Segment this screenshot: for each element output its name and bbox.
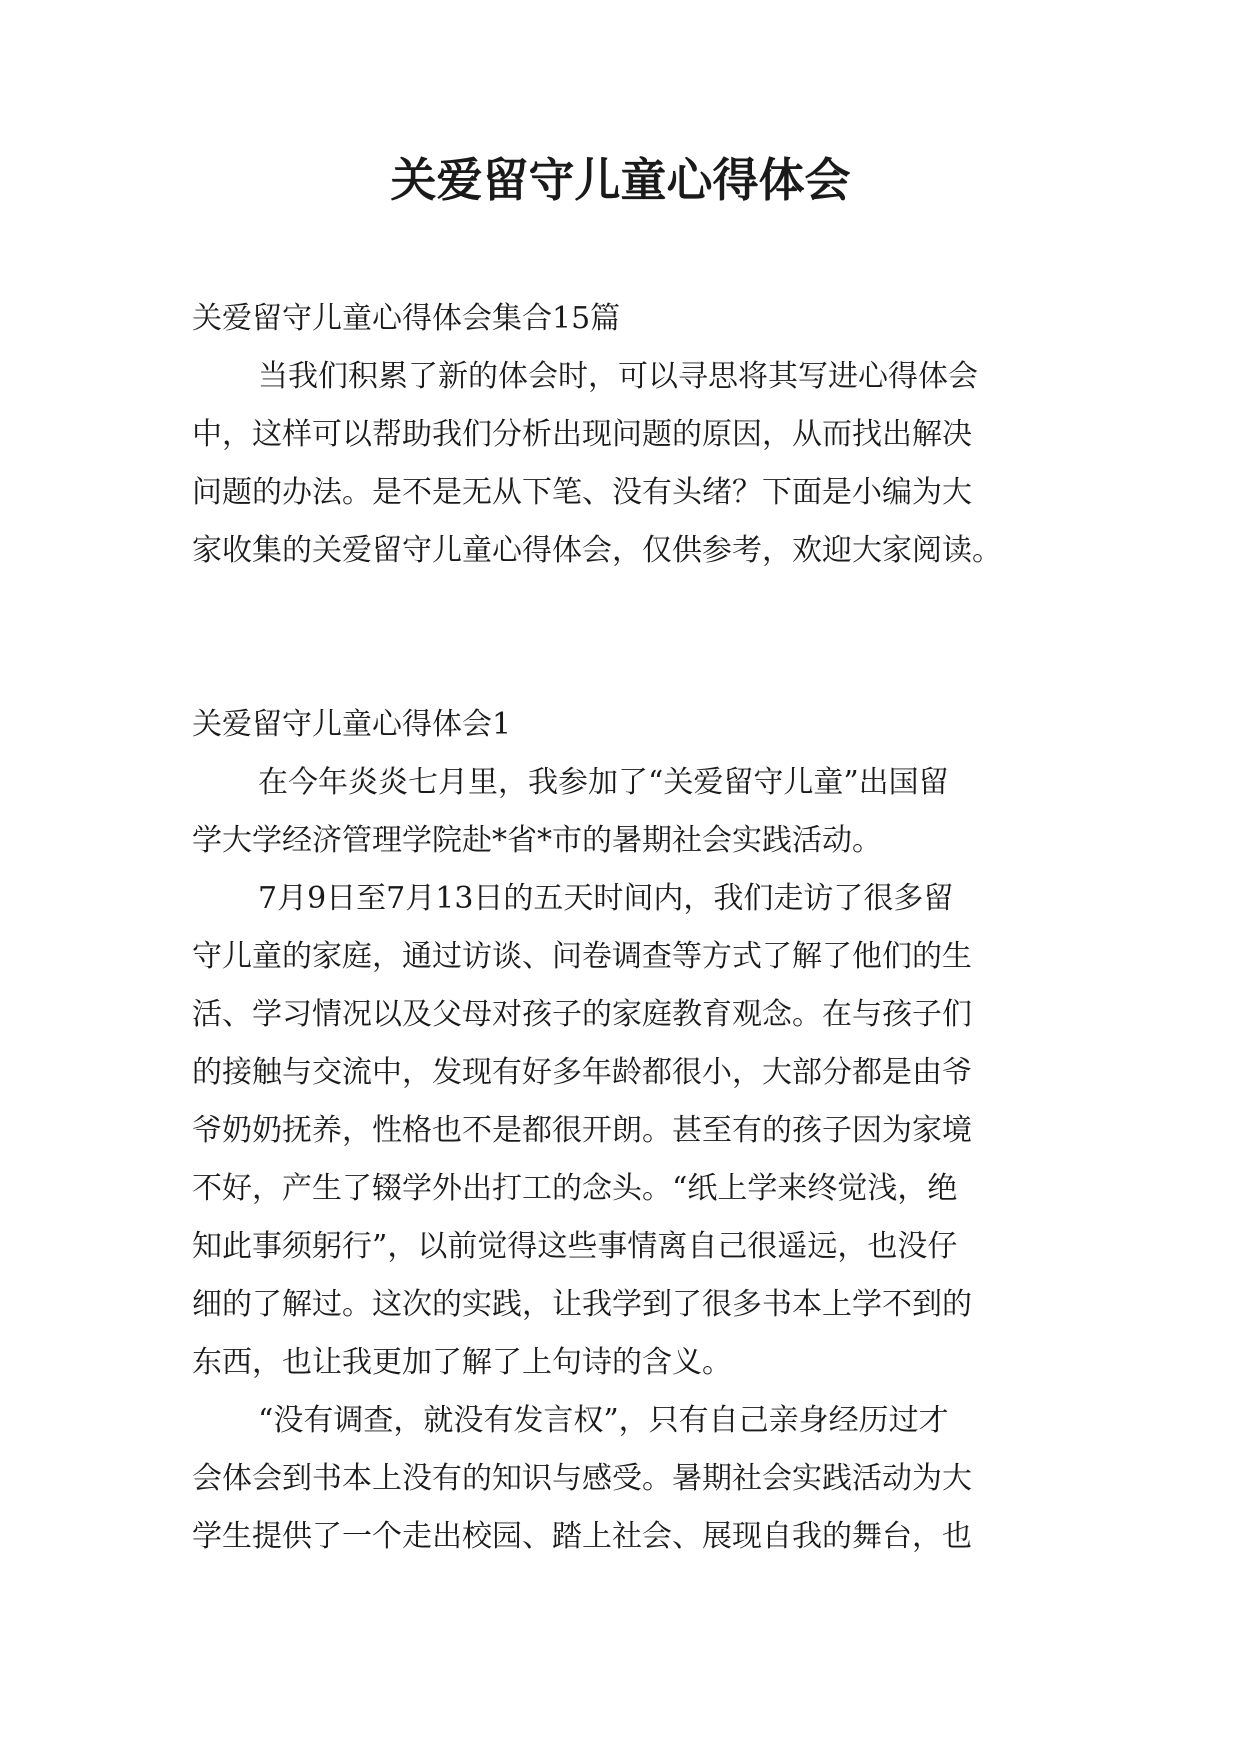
collection-subtitle: 关爱留守儿童心得体会集合15篇 <box>192 301 621 336</box>
intro-line: 家收集的关爱留守儿童心得体会，仅供参考，欢迎大家阅读。 <box>192 533 1002 568</box>
paragraph-line: 爷奶奶抚养，性格也不是都很开朗。甚至有的孩子因为家境 <box>192 1113 972 1148</box>
section-gap <box>192 580 1054 696</box>
paragraph-line: 守儿童的家庭，通过访谈、问卷调查等方式了解了他们的生 <box>192 939 972 974</box>
paragraph-line: 会体会到书本上没有的知识与感受。暑期社会实践活动为大 <box>192 1461 972 1496</box>
paragraph-line: 细的了解过。这次的实践，让我学到了很多书本上学不到的 <box>192 1287 972 1322</box>
paragraph-line: 学大学经济管理学院赴*省*市的暑期社会实践活动。 <box>192 823 882 858</box>
paragraph-line: 不好，产生了辍学外出打工的念头。“纸上学来终觉浅，绝 <box>192 1171 958 1206</box>
paragraph-line: 在今年炎炎七月里，我参加了“关爱留守儿童”出国留 <box>258 765 949 800</box>
document-body <box>192 290 1054 1566</box>
document-title: 关爱留守儿童心得体会 <box>390 153 851 207</box>
paragraph-line: 的接触与交流中，发现有好多年龄都很小，大部分都是由爷 <box>192 1055 972 1090</box>
paragraph-line: 活、学习情况以及父母对孩子的家庭教育观念。在与孩子们 <box>192 997 972 1032</box>
paragraph-line: 7月9日至7月13日的五天时间内，我们走访了很多留 <box>258 881 954 916</box>
intro-line: 当我们积累了新的体会时，可以寻思将其写进心得体会 <box>258 359 978 394</box>
intro-line: 中，这样可以帮助我们分析出现问题的原因，从而找出解决 <box>192 417 972 452</box>
paragraph-line: 东西，也让我更加了解了上句诗的含义。 <box>192 1345 732 1380</box>
intro-line: 问题的办法。是不是无从下笔、没有头绪？下面是小编为大 <box>192 475 972 510</box>
paragraph-line: “没有调查，就没有发言权”，只有自己亲身经历过才 <box>258 1403 949 1438</box>
paragraph-line: 学生提供了一个走出校园、踏上社会、展现自我的舞台，也 <box>192 1519 972 1554</box>
section-heading: 关爱留守儿童心得体会1 <box>192 707 512 742</box>
paragraph-line: 知此事须躬行”，以前觉得这些事情离自己很遥远，也没仔 <box>192 1229 958 1264</box>
